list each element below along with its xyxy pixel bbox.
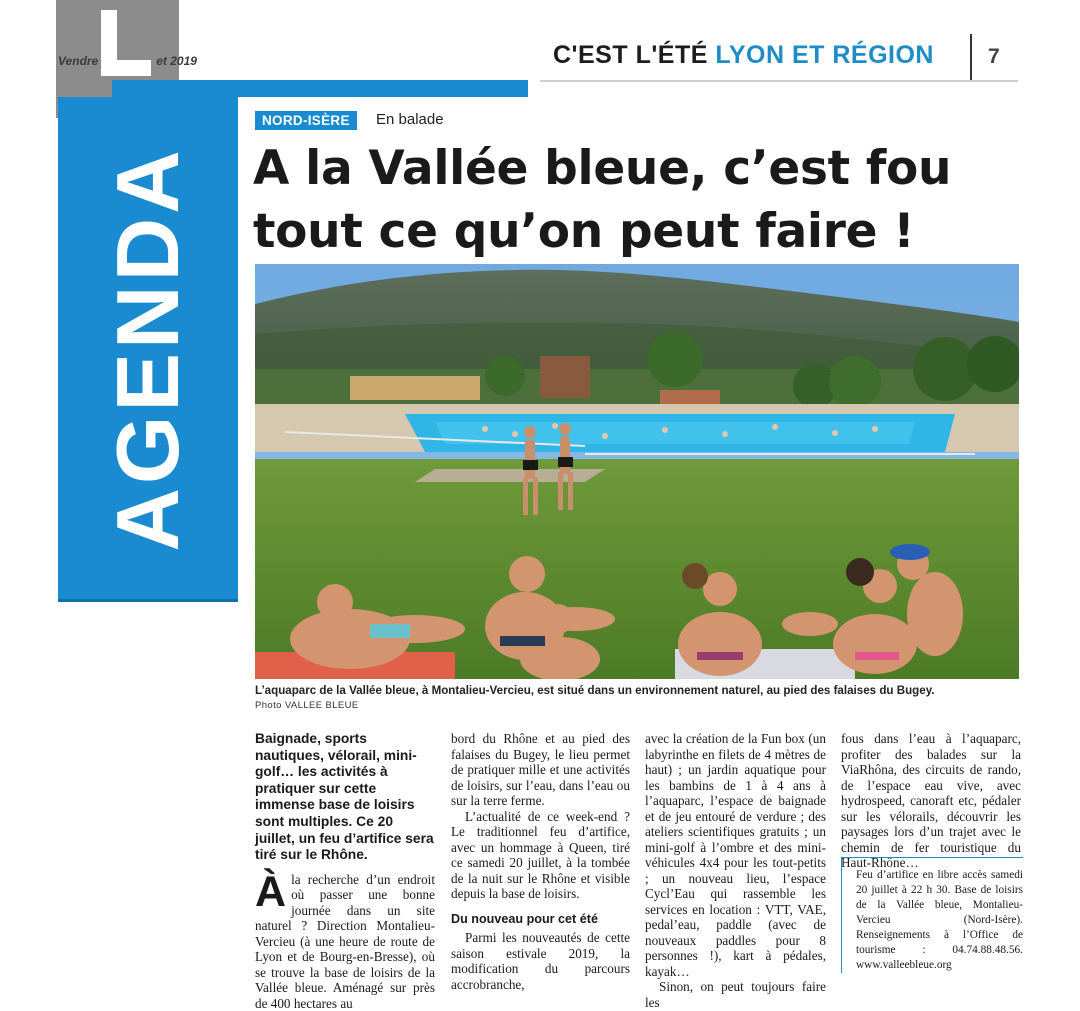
paragraph-4: Sinon, on peut toujours faire les [645,979,826,1010]
agenda-sidebar [58,97,238,602]
column-3 [645,731,826,1010]
paragraph-1: la recherche d’un endroit où passer une bonne journée dans un site naturel ? Direction Montalieu-Vercieu (à une heure de route de Lyon et de Bourg-en-Bresse), où se trouve la base de loisirs de la Vallée bleue. Aménagé sur près de 400 hectares au [255,871,435,1011]
column-2 [451,731,630,992]
drop-cap: À [255,867,287,916]
section-title: C'EST L'ÉTÉ [553,41,708,69]
agenda-label: AGENDA [98,146,197,552]
header-rule [540,80,1018,82]
section-header [553,41,934,70]
article-chapo: Baignade, sports nautiques, vélorail, mini-golf… les activités à pratiquer sur cette immense base de loisirs sont multiples. Ce 20 juillet, un feu d’artifice sera tiré sur le Rhône. [255,731,434,863]
practical-info-box: Feu d’artifice en libre accès samedi 20 juillet à 22 h 30. Base de loisirs de la Vallée bleue, Montalieu-Vercieu (Nord-Isère). Renseignements à l’Office de tourisme : 04.74.88.48.56. www.valleebleue.org [841,857,1023,973]
column-1 [255,731,435,1011]
date-left: Vendre [58,54,99,68]
date-right: et 2019 [156,54,197,68]
photo-credit: Photo VALLEE BLEUE [255,700,359,711]
article-title: A la Vallée bleue, c’est fou tout ce qu’on peut faire ! [253,141,952,259]
kicker: En balade [376,111,444,128]
header-blue-bar [112,80,528,97]
paragraph-3: Parmi les nouveautés de cette saison estivale 2019, la modification du parcours accrobranche, [451,930,630,992]
subheading: Du nouveau pour cet été [451,911,598,926]
paragraph-2: L’actualité de ce week-end ? Le traditionnel feu d’artifice, avec un hommage à Queen, tiré ce samedi 20 juillet, à la tombée de la nuit sur le Rhône et visible depuis la base de loisirs. [451,808,630,901]
issue-date [58,54,197,68]
column-4 [841,731,1021,871]
header-divider [970,34,972,80]
section-region: LYON ET RÉGION [715,41,934,69]
page-number: 7 [988,45,1000,68]
region-tag: NORD-ISÈRE [255,111,357,130]
paragraph-4-continued: fous dans l’eau à l’aquaparc, profiter des balades sur la ViaRhôna, des circuits de rando, de l’espace eau vive, avec hydrospeed, canoraft etc, pédaler sur les vélorails, découvrir les paysages lors d’un trajet avec le chemin de fer touristique du Haut-Rhône… [841,731,1021,870]
paragraph-1-continued: bord du Rhône et au pied des falaises du Bugey, le lieu permet de pratiquer mille et une activités de loisirs, sur l’eau, dans l’eau ou sur la terre ferme. [451,731,630,808]
article-photo [255,264,1019,679]
paragraph-3-continued: avec la création de la Fun box (un labyrinthe en filets de 4 mètres de haut) ; un jardin aquatique pour les bambins de 1 à 4 ans à l’aquaparc, l’espace de baignade et de jeu entouré de verdure ; des ateliers scientifiques gratuits ; un mini-golf à l’ombre et des mini-véhicules 4x4 pour les tout-petits ; un nouveau lieu, l’espace Cycl’Eau qui rassemble les services en location : VTT, VAE, pedal’eau, paddle (avec de nouveaux paddles pour 8 personnes !), kart à pédales, kayak… [645,731,826,979]
photo-caption: L’aquaparc de la Vallée bleue, à Montalieu-Vercieu, est situé dans un environnement naturel, au pied des falaises du Bugey. [255,684,935,697]
